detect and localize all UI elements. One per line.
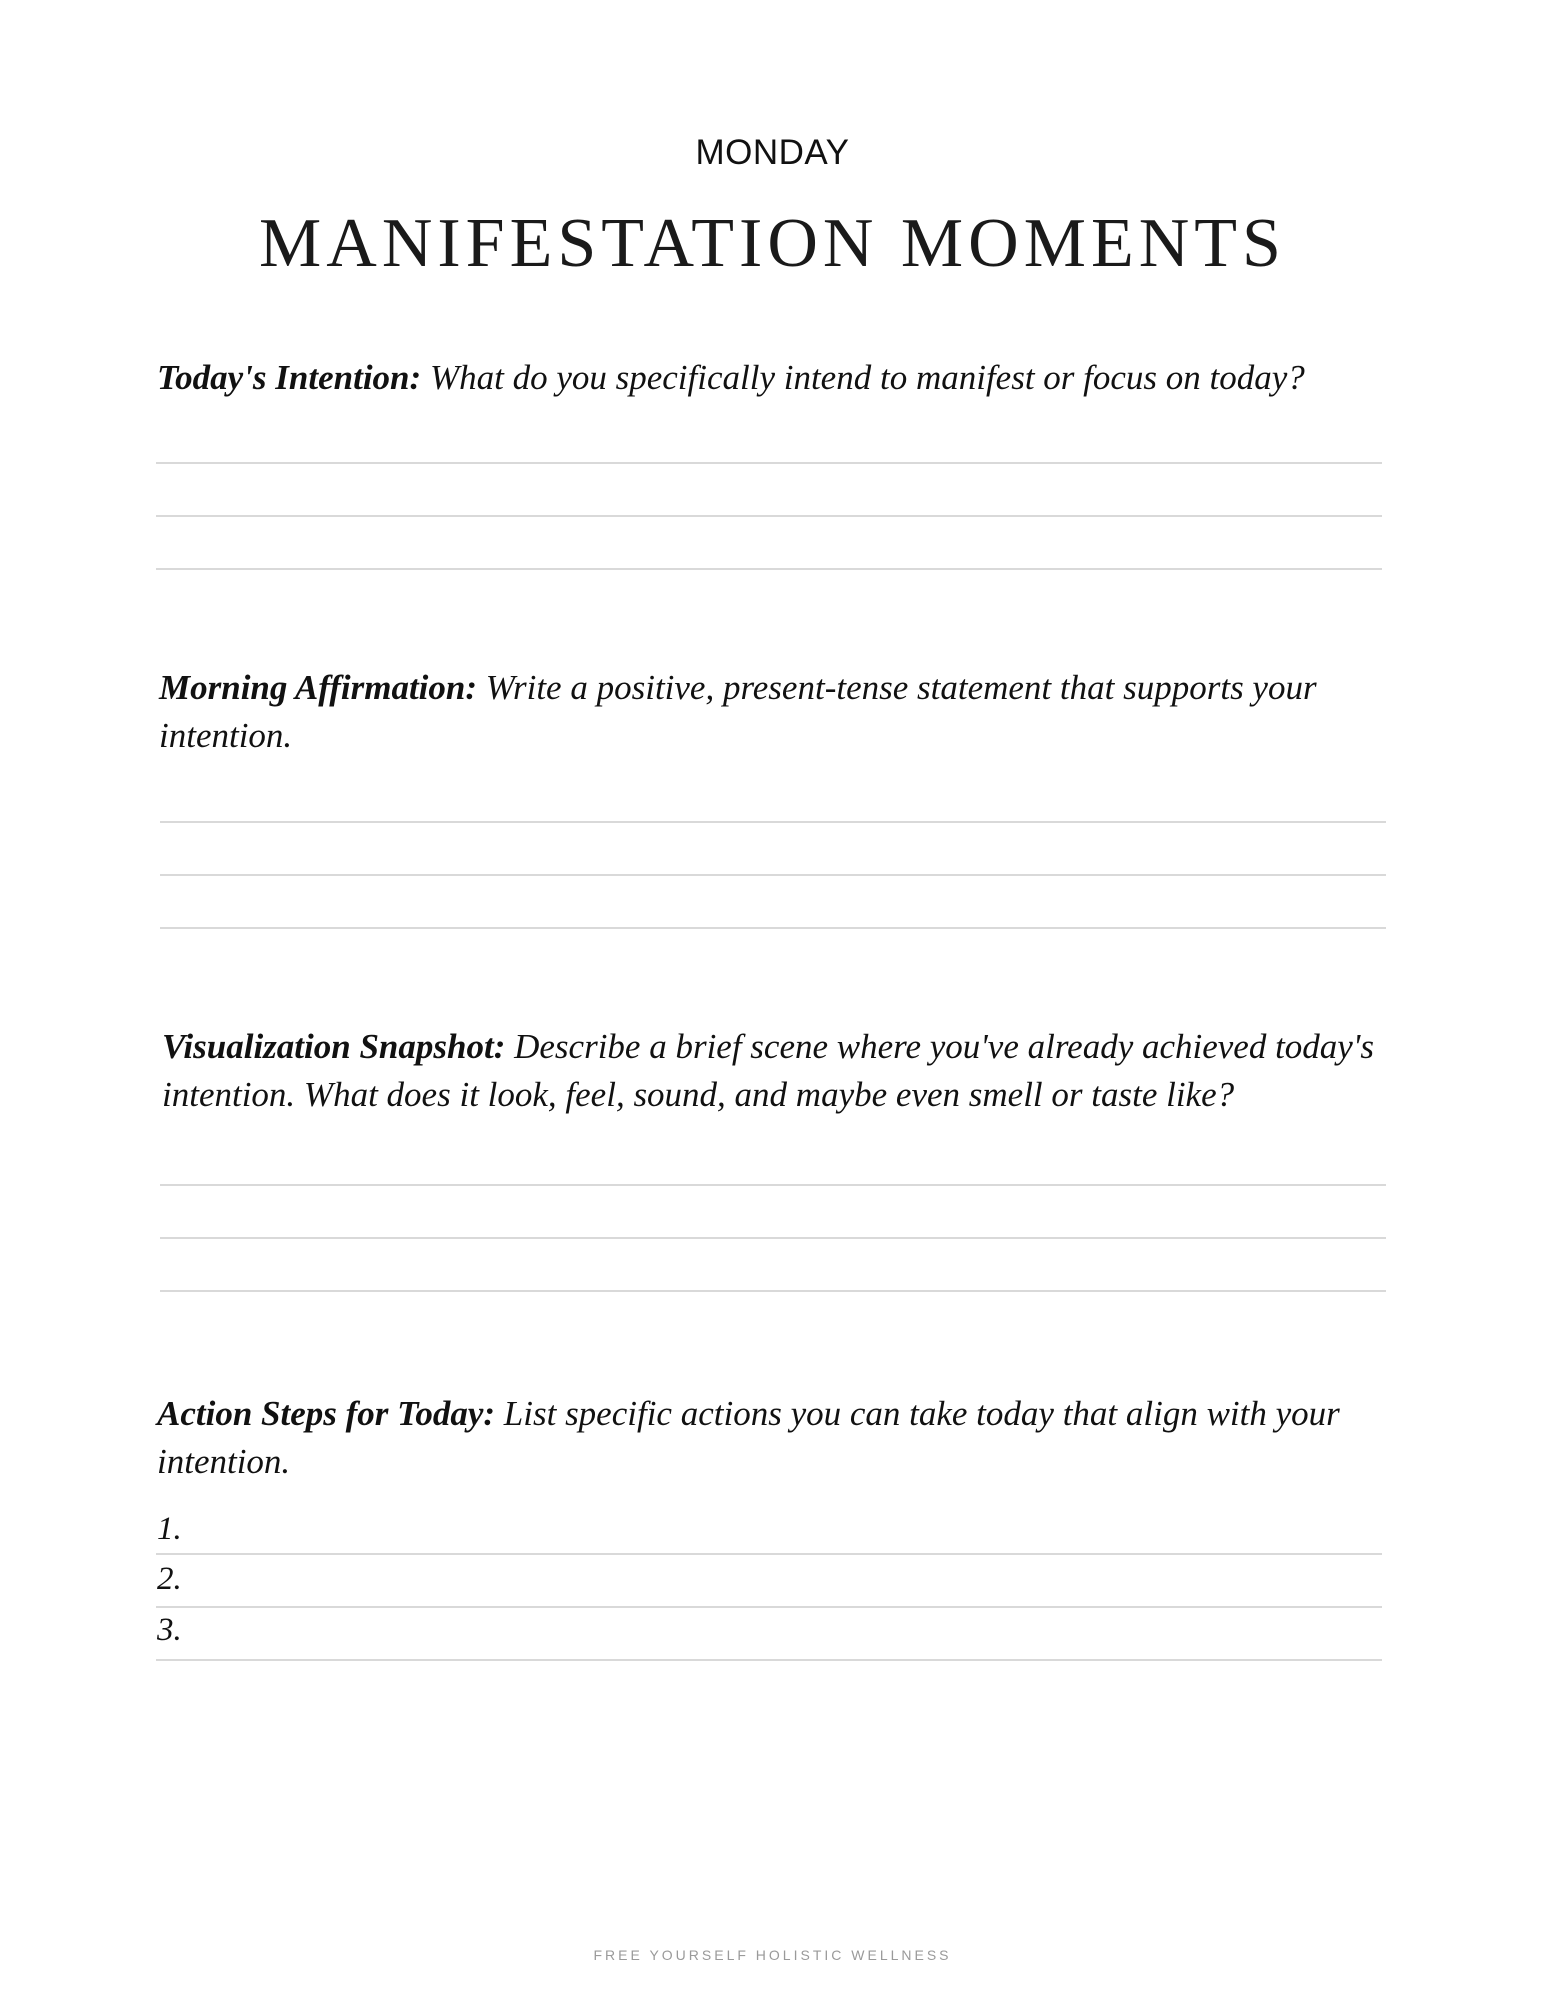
intention-line-3[interactable] [156,568,1382,570]
intention-line-1[interactable] [156,462,1382,464]
visualization-text: Describe a brief scene where you've already achieved today's intention. What does it look, feel, sound, and maybe even smell or taste like? [162,1027,1374,1114]
affirmation-label: Morning Affirmation: [159,668,478,707]
action-steps-label: Action Steps for Today: [157,1394,496,1433]
affirmation-line-1[interactable] [160,821,1386,823]
affirmation-line-2[interactable] [160,874,1386,876]
visualization-prompt [162,1023,1402,1119]
intention-label: Today's Intention: [157,358,422,397]
affirmation-line-3[interactable] [160,927,1386,929]
action-step-line-2[interactable] [156,1606,1382,1608]
action-step-line-3[interactable] [156,1659,1382,1661]
intention-line-2[interactable] [156,515,1382,517]
action-step-number-1: 1. [157,1511,182,1547]
footer-brand: FREE YOURSELF HOLISTIC WELLNESS [593,1947,952,1963]
affirmation-prompt [159,664,1399,760]
visualization-label: Visualization Snapshot: [162,1027,506,1066]
day-label: MONDAY [695,133,850,172]
intention-prompt [157,354,1407,402]
intention-text: What do you specifically intend to manifest or focus on today? [421,358,1305,397]
visualization-line-3[interactable] [160,1290,1386,1292]
affirmation-text: Write a positive, present-tense statement that supports your intention. [159,668,1317,755]
action-steps-prompt [157,1390,1397,1486]
visualization-line-1[interactable] [160,1184,1386,1186]
action-steps-text: List specific actions you can take today that align with your intention. [157,1394,1340,1481]
action-step-number-3: 3. [157,1612,182,1648]
page-title: MANIFESTATION MOMENTS [259,205,1286,282]
action-step-number-2: 2. [157,1561,182,1597]
visualization-line-2[interactable] [160,1237,1386,1239]
action-step-line-1[interactable] [156,1553,1382,1555]
